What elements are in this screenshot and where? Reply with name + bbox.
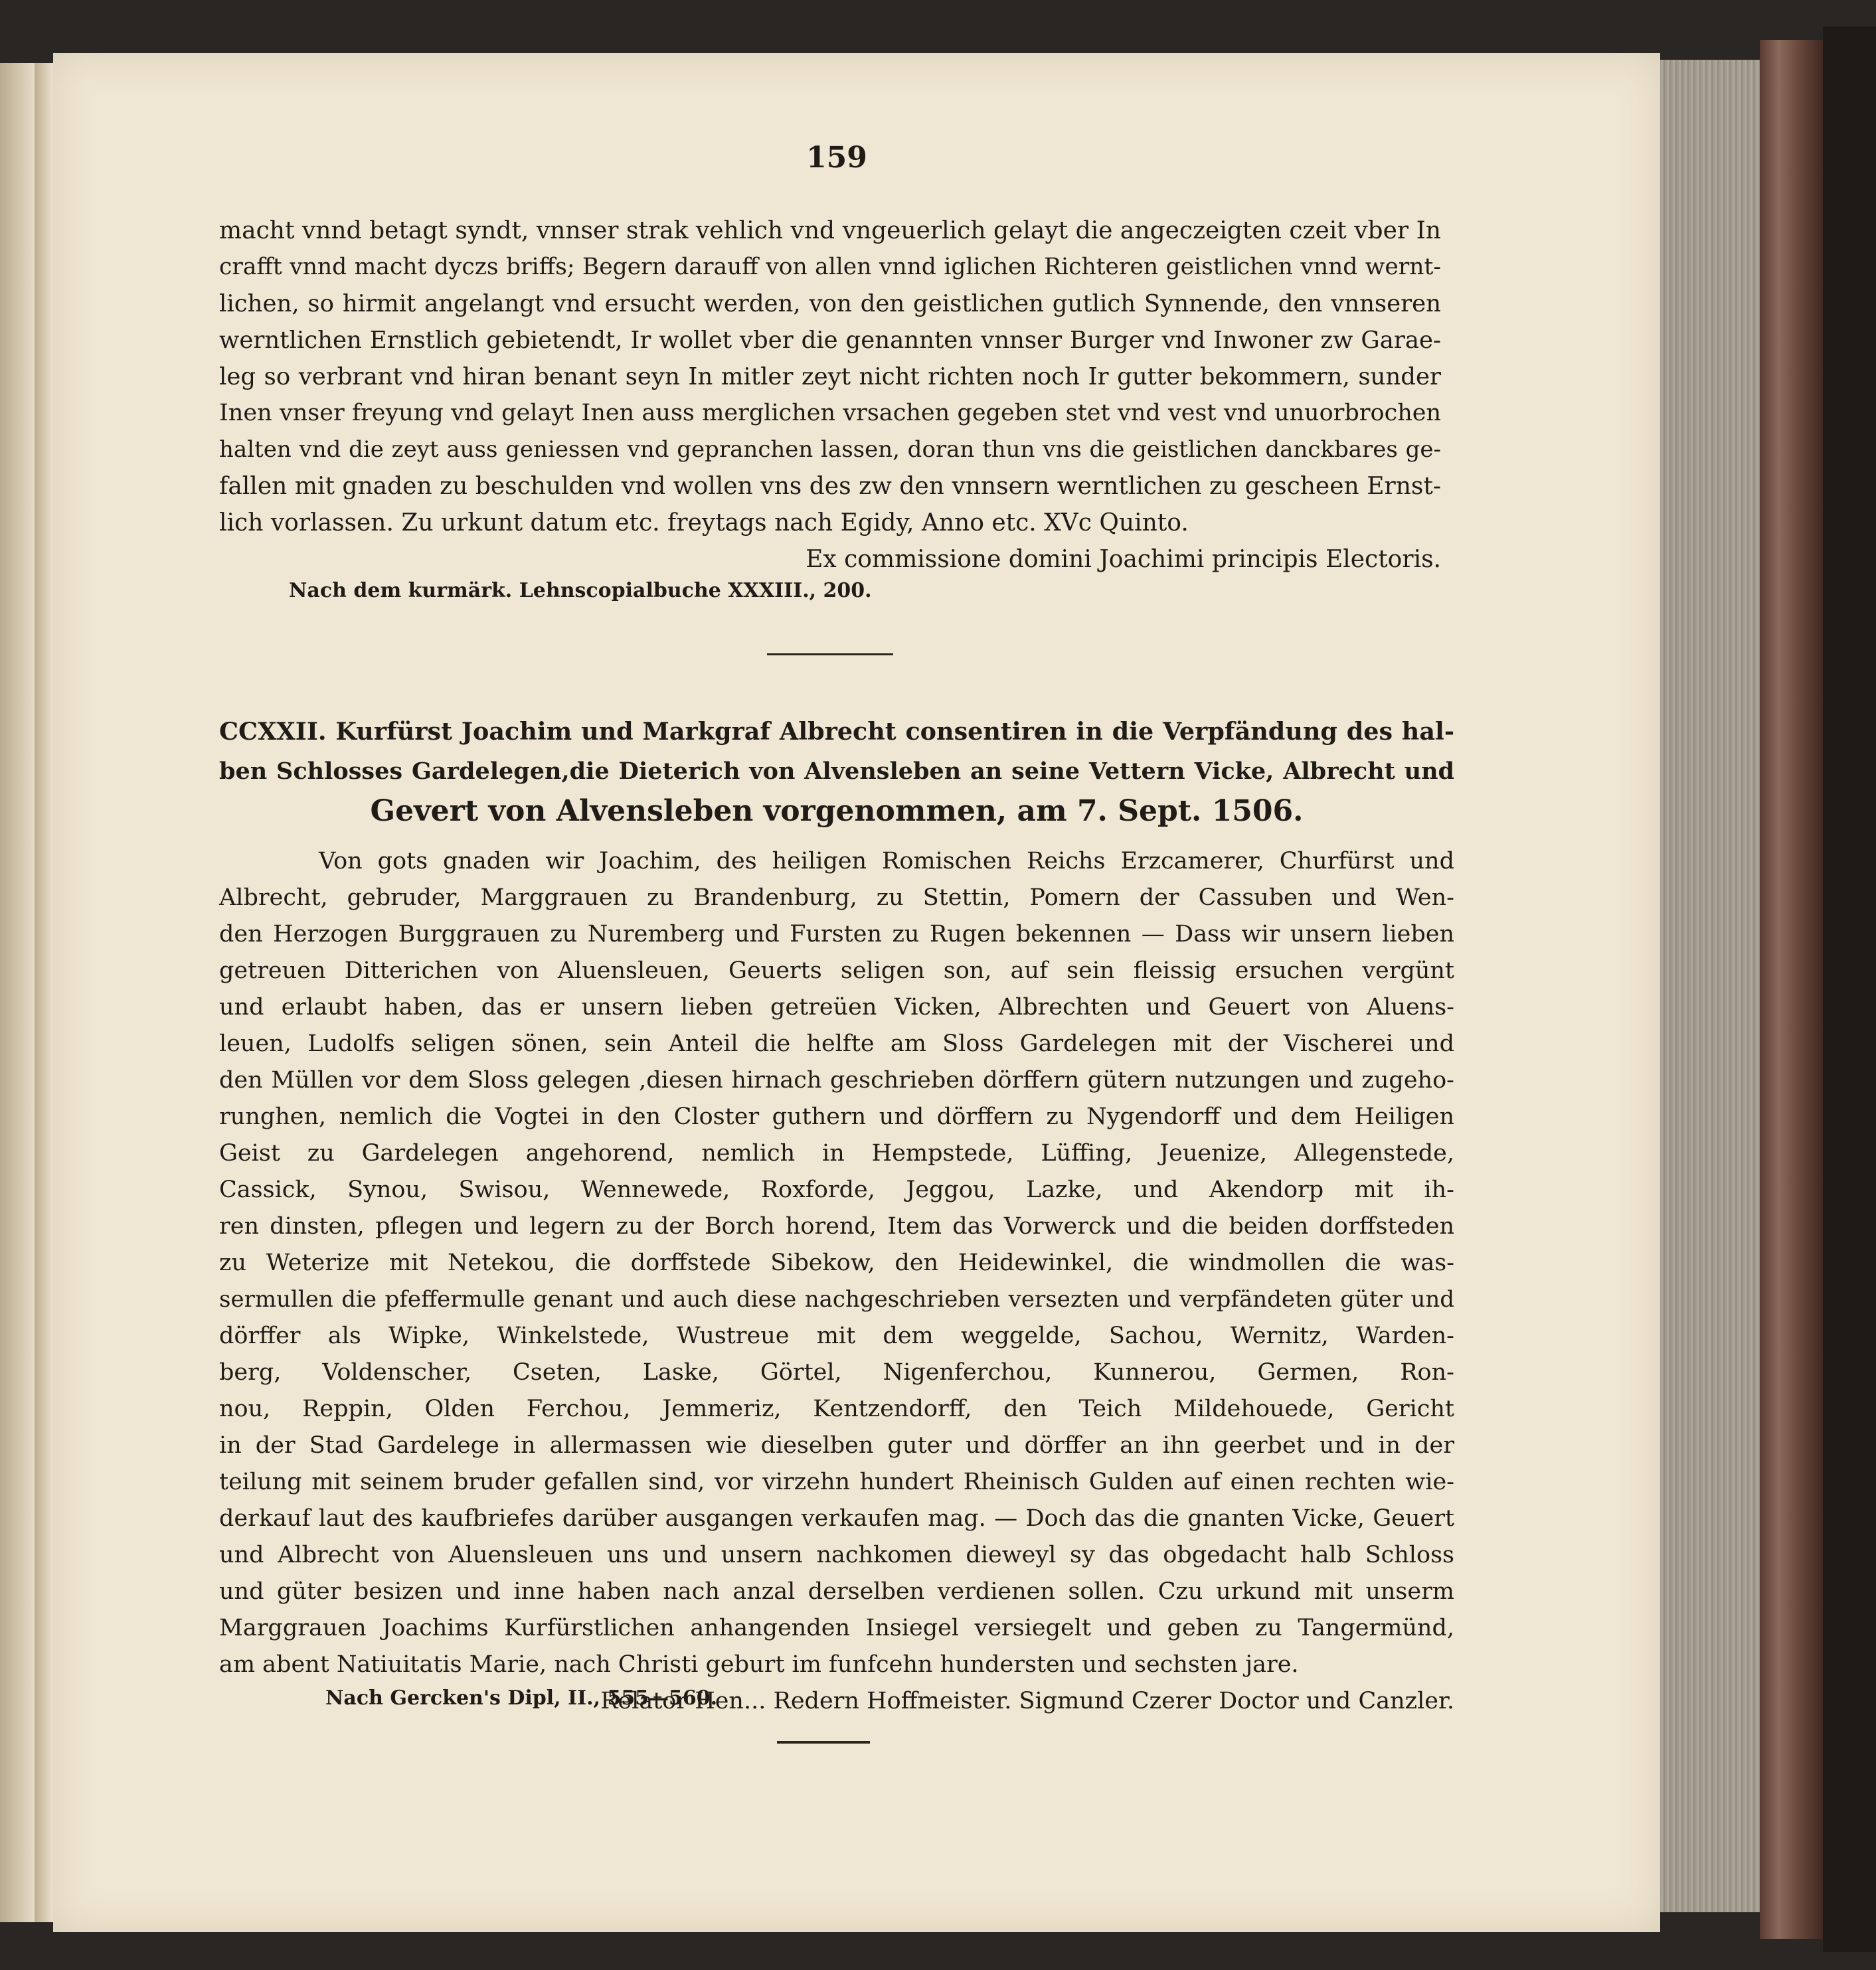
text-line: runghen, nemlich die Vogtei in den Closter guthern und dörffern zu Nygendorff und dem Heiligen bbox=[219, 1104, 1454, 1130]
section-divider bbox=[767, 653, 893, 655]
text-line: Albrecht, gebruder, Marggrauen zu Brandenburg, zu Stettin, Pomern der Cassuben und Wen- bbox=[219, 884, 1454, 911]
text-line: fallen mit gnaden zu beschulden vnd wollen vns des zw den vnnsern werntlichen zu gescheen Ernst- bbox=[219, 473, 1441, 500]
text-line: macht vnnd betagt syndt, vnnser strak vehlich vnd vngeuerlich gelayt die angeczeigten czeit vber In bbox=[219, 217, 1441, 244]
text-line: ren dinsten, pflegen und legern zu der Borch horend, Item das Vorwerck und die beiden dorffsteden bbox=[219, 1213, 1454, 1240]
page-stack-edges bbox=[1660, 60, 1760, 1912]
text-line: leg so verbrant vnd hiran benant seyn In mitler zeyt nicht richten noch Ir gutter bekommern, sunder bbox=[219, 363, 1441, 390]
text-line: und erlaubt haben, das er unsern lieben getreüen Vicken, Albrechten und Geuert von Aluens- bbox=[219, 994, 1454, 1021]
book-cover-edge bbox=[1760, 40, 1823, 1939]
signature-line: Relator Hen... Redern Hoffmeister. Sigmund Czerer Doctor und Canzler. bbox=[600, 1688, 1454, 1714]
text-line: derkauf laut des kaufbriefes darüber ausgangen verkaufen mag. — Doch das die gnanten Vicke, Geuert bbox=[219, 1505, 1454, 1532]
text-line: leuen, Ludolfs seligen sönen, sein Anteil die helfte am Sloss Gardelegen mit der Vischerei und bbox=[219, 1030, 1454, 1057]
heading-line: ben Schlosses Gardelegen,die Dieterich von Alvensleben an seine Vettern Vicke, Albrecht und bbox=[219, 758, 1454, 785]
text-line: lich vorlassen. Zu urkunt datum etc. freytags nach Egidy, Anno etc. XVc Quinto. bbox=[219, 509, 1189, 536]
text-line: den Müllen vor dem Sloss gelegen ,diesen hirnach geschrieben dörffern gütern nutzungen und zugeho- bbox=[219, 1067, 1454, 1094]
text-line: Von gots gnaden wir Joachim, des heiligen Romischen Reichs Erzcamerer, Churfürst und bbox=[319, 848, 1454, 874]
text-line: und Albrecht von Aluensleuen uns und unsern nachkomen dieweyl sy das obgedacht halb Schloss bbox=[219, 1542, 1454, 1568]
text-line: crafft vnnd macht dyczs briffs; Begern darauff von allen vnnd iglichen Richteren geistlichen vnnd wernt- bbox=[219, 254, 1441, 280]
text-line: dörffer als Wipke, Winkelstede, Wustreue mit dem weggelde, Sachou, Wernitz, Warden- bbox=[219, 1323, 1454, 1349]
text-line: lichen, so hirmit angelangt vnd ersucht werden, von den geistlichen gutlich Synnende, den vnnseren bbox=[219, 290, 1441, 317]
text-line: sermullen die pfeffermulle genant und auch diese nachgeschrieben versezten und verpfändeten güter und bbox=[219, 1286, 1454, 1313]
text-line: teilung mit seinem bruder gefallen sind, vor virzehn hundert Rheinisch Gulden auf einen rechten wie- bbox=[219, 1469, 1454, 1495]
text-line: nou, Reppin, Olden Ferchou, Jemmeriz, Kentzendorff, den Teich Mildehouede, Gericht bbox=[219, 1396, 1454, 1422]
text-line: den Herzogen Burggrauen zu Nuremberg und Fursten zu Rugen bekennen — Dass wir unsern lieben bbox=[219, 921, 1454, 947]
text-line: berg, Voldenscher, Cseten, Laske, Görtel, Nigenferchou, Kunnerou, Germen, Ron- bbox=[219, 1359, 1454, 1386]
page-number: 159 bbox=[806, 141, 867, 175]
text-line: halten vnd die zeyt auss geniessen vnd gepranchen lassen, doran thun vns die geistlichen danckbares ge- bbox=[219, 436, 1441, 463]
text-line: getreuen Ditterichen von Aluensleuen, Geuerts seligen son, auf sein fleissig ersuchen vergünt bbox=[219, 957, 1454, 984]
text-line: am abent Natiuitatis Marie, nach Christi geburt im funfcehn hundersten und sechsten jare. bbox=[219, 1651, 1299, 1678]
section-divider bbox=[777, 1741, 870, 1744]
left-page-edge bbox=[0, 63, 35, 1922]
source-citation: Nach dem kurmärk. Lehnscopialbuche XXXIII., 200. bbox=[289, 579, 872, 602]
book-spine-shadow bbox=[35, 63, 54, 1922]
document-heading bbox=[219, 712, 1454, 831]
text-line: Cassick, Synou, Swisou, Wennewede, Roxforde, Jeggou, Lazke, und Akendorp mit ih- bbox=[219, 1177, 1454, 1203]
paragraph-continuation bbox=[219, 212, 1441, 578]
text-line: zu Weterize mit Netekou, die dorffstede Sibekow, den Heidewinkel, die windmollen die was- bbox=[219, 1250, 1454, 1276]
text-line: werntlichen Ernstlich gebietendt, Ir wollet vber die genannten vnnser Burger vnd Inwoner zw Garae- bbox=[219, 327, 1441, 354]
signature-line: Ex commissione domini Joachimi principis Electoris. bbox=[806, 546, 1441, 573]
text-line: Inen vnser freyung vnd gelayt Inen auss merglichen vrsachen gegeben stet vnd vest vnd unuorbrochen bbox=[219, 400, 1441, 426]
text-line: Marggrauen Joachims Kurfürstlichen anhangenden Insiegel versiegelt und geben zu Tangermünd, bbox=[219, 1615, 1454, 1641]
text-line: Geist zu Gardelegen angehorend, nemlich in Hempstede, Lüffing, Jeuenize, Allegenstede, bbox=[219, 1140, 1454, 1167]
document-body bbox=[219, 843, 1454, 1720]
heading-line: Gevert von Alvensleben vorgenommen, am 7. Sept. 1506. bbox=[370, 794, 1304, 828]
scan-border-right bbox=[1823, 27, 1876, 1952]
source-citation: Nach Gercken's Dipl, II., 555—560. bbox=[325, 1686, 718, 1710]
text-line: und güter besizen und inne haben nach anzal derselben verdienen sollen. Czu urkund mit unserm bbox=[219, 1578, 1454, 1605]
text-line: in der Stad Gardelege in allermassen wie dieselben guter und dörffer an ihn geerbet und in der bbox=[219, 1432, 1454, 1459]
heading-line: CCXXII. Kurfürst Joachim und Markgraf Albrecht consentiren in die Verpfändung des hal- bbox=[219, 717, 1454, 746]
